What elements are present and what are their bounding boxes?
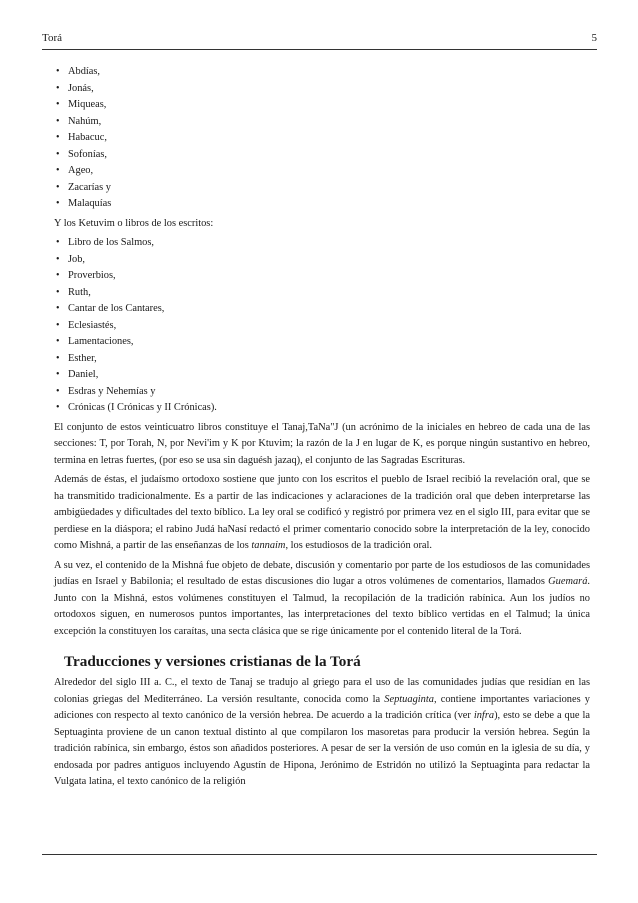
- bullet-icon: •: [56, 352, 60, 364]
- bullet-icon: •: [56, 181, 60, 193]
- running-title: Torá: [42, 32, 62, 44]
- bullet-icon: •: [56, 402, 60, 413]
- list-item-label: Zacarías y: [68, 181, 111, 193]
- list-item-label: Nahúm,: [68, 115, 102, 127]
- list-item: [54, 367, 590, 384]
- page-number: 5: [591, 32, 597, 44]
- list-item: [54, 351, 590, 368]
- paragraph-text: Además de éstas, el judaísmo ortodoxo sostiene que junto con los escritos el pueblo de Israel recibió la revelación oral, que se ha transmitido tradicionalmente. Es a partir de las indicaciones y aclaraciones de la tradición oral que deben interpretarse las ambigüedades y dificultades del texto bíblico. La ley oral se codificó y registró por primera vez en el siglo III, para evitar que se perdiese en la diáspora; el rabino Judá haNasí redactó el primer comentario conocido sobre la interpretación de la ley, conocido como Mishná, a partir de las enseñanzas de los: [54, 474, 590, 551]
- emphasis-tannaim: tannaim: [251, 540, 286, 551]
- list-item-label: Sofonías,: [68, 148, 107, 160]
- paragraph-text: . Junto con la Mishná, estos volúmenes constituyen el Talmud, la recopilación de la tradición rabínica. Aun los judíos no ortodoxos siguen, en numerosos puntos importantes, las interpretaciones del texto bíblico vertidas en el Talmud; la única excepción la constituyen los caraítas, una secta clásica que se rige únicamente por el contenido literal de la Torá.: [54, 576, 590, 637]
- list-item: [54, 252, 590, 269]
- section-heading: Traducciones y versiones cristianas de la Torá: [64, 653, 361, 670]
- paragraph-ley-oral: [54, 472, 590, 555]
- paragraph-text: , contiene importantes variaciones y adiciones con respecto al texto canónico de la versión hebrea. De acuerdo a la tradición crítica (ver: [54, 693, 591, 721]
- list-item: [54, 97, 590, 114]
- bullet-icon: •: [56, 66, 60, 77]
- emphasis-septuaginta: Septuaginta: [384, 693, 434, 705]
- bullet-icon: •: [56, 286, 60, 298]
- list-profetas: [54, 64, 590, 213]
- bullet-icon: •: [56, 82, 60, 94]
- list-item: [54, 163, 590, 180]
- bullet-icon: •: [56, 385, 60, 397]
- list-item: [54, 147, 590, 164]
- bullet-icon: •: [56, 198, 60, 209]
- paragraph-text: ), esto se debe a que la Septuaginta proviene de un canon textual distinto al que compilaron los masoretas para producir la versión hebrea. Según la tradición rabínica, sin embargo, éstos son añadidos posteriores. A pesar de ser la versión de uso común en la iglesia de su día, y endosada por padres antiguos incluyendo Agustín de Hipona, Jerónimo de Estridón no utilizó la Septuaginta para redactar la Vulgata latina, el texto canónico de la religión: [54, 710, 590, 787]
- bullet-icon: •: [56, 99, 60, 110]
- bullet-icon: •: [56, 237, 60, 248]
- list-item: [54, 180, 590, 197]
- list-item: [54, 301, 590, 318]
- list-item-label: Eclesiastés,: [68, 319, 117, 331]
- bullet-icon: •: [56, 132, 60, 143]
- bullet-icon: •: [56, 253, 60, 265]
- list-item-label: Daniel,: [68, 369, 99, 380]
- bullet-icon: •: [56, 336, 60, 347]
- paragraph-septuaginta: [54, 675, 590, 791]
- paragraph-text: A su vez, el contenido de la Mishná fue objeto de debate, discusión y comentario por parte de los estudiosos de las comunidades judías en Israel y Babilonia; el resultado de estas discusiones dio lugar a otros volúmenes de comentarios, llamados: [54, 559, 590, 587]
- paragraph-talmud: [54, 558, 590, 641]
- list-item-label: Jonás,: [68, 82, 94, 94]
- paragraph-text: Alrededor del siglo III a. C., el texto de Tanaj se tradujo al griego para el uso de las comunidades judías que residían en las colonias griegas del Mediterráneo. La versión resultante, conocida como la: [54, 677, 590, 705]
- paragraph-text: , los estudiosos de la tradición oral.: [285, 540, 433, 551]
- list-item: [54, 81, 590, 98]
- list-item: [54, 318, 590, 335]
- list-item-label: Job,: [68, 253, 86, 265]
- list-item-label: Libro de los Salmos,: [68, 237, 155, 248]
- emphasis-guemara: Guemará: [548, 576, 588, 587]
- list-item-label: Malaquías: [68, 198, 112, 209]
- list-item: [54, 130, 590, 147]
- bullet-icon: •: [56, 270, 60, 281]
- bullet-icon: •: [56, 165, 60, 176]
- list-item-label: Esdras y Nehemías y: [68, 385, 156, 397]
- bullet-icon: •: [56, 369, 60, 380]
- list-item: [54, 268, 590, 285]
- paragraph-tanaj: El conjunto de estos veinticuatro libros constituye el Tanaj,TaNa"J (un acrónimo de la iniciales en hebreo de cada una de las secciones: T, por Torah, N, por Nevi'im y K por Ktuvim; la razón de la J en lugar de K, es porque ningún sustantivo en hebreo, termina en letras fuertes, (por eso se usa sin daguésh jazaq), el conjunto de las Sagradas Escrituras.: [54, 421, 590, 466]
- list-item-label: Crónicas (I Crónicas y II Crónicas).: [68, 402, 217, 413]
- list-item: [54, 285, 590, 302]
- bullet-icon: •: [56, 115, 60, 127]
- list-item: [54, 114, 590, 131]
- list-ketuvim: [54, 235, 590, 417]
- emphasis-infra: infra: [473, 710, 495, 721]
- list-item-label: Ageo,: [68, 165, 94, 176]
- list-item: [54, 334, 590, 351]
- list-item-label: Cantar de los Cantares,: [68, 303, 165, 314]
- list-item-label: Proverbios,: [68, 270, 116, 281]
- list-item: [54, 235, 590, 252]
- bullet-icon: •: [56, 319, 60, 331]
- list-item: [54, 64, 590, 81]
- footer-rule: [42, 854, 597, 855]
- list-item-label: Miqueas,: [68, 99, 107, 110]
- bullet-icon: •: [56, 303, 60, 314]
- page-header: [42, 32, 597, 46]
- list-item-label: Habacuc,: [68, 132, 107, 143]
- list-item-label: Ruth,: [68, 286, 91, 298]
- list-item-label: Esther,: [68, 352, 97, 364]
- ketuvim-intro: Y los Ketuvim o libros de los escritos:: [54, 217, 214, 229]
- list-item-label: Abdías,: [68, 66, 101, 77]
- page-content: [54, 64, 590, 791]
- list-item: [54, 400, 590, 417]
- list-item-label: Lamentaciones,: [68, 336, 134, 347]
- list-item: [54, 384, 590, 401]
- bullet-icon: •: [56, 148, 60, 160]
- header-rule: [42, 49, 597, 50]
- list-item: [54, 196, 590, 213]
